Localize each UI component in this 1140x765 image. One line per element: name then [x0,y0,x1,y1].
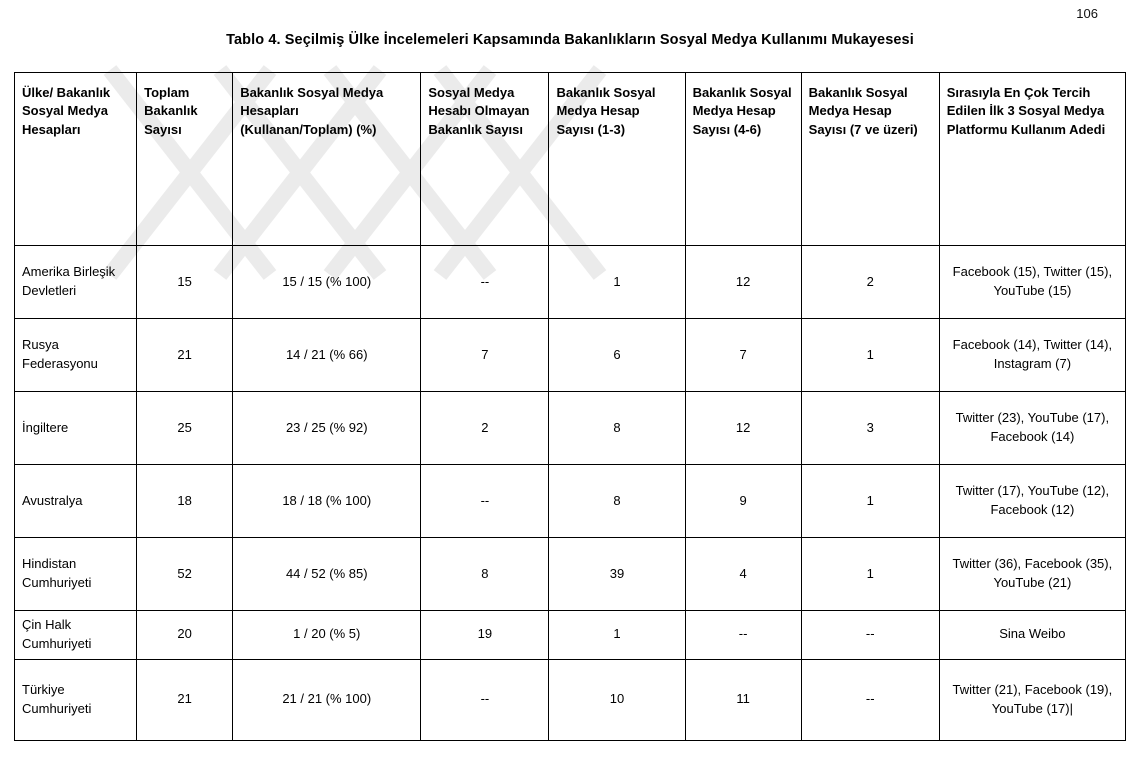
cell-country: Çin Halk Cumhuriyeti [15,611,137,660]
cell-platforms: Twitter (36), Facebook (35), YouTube (21) [939,538,1125,611]
cell-7plus: 1 [801,538,939,611]
table-row [15,319,1126,392]
header-total-ministries: Toplam Bakanlık Sayısı [137,73,233,246]
comparison-table [14,72,1126,741]
cell-no-account: 8 [421,538,549,611]
cell-total: 20 [137,611,233,660]
cell-1-3: 8 [549,392,685,465]
comparison-table-wrapper [14,72,1126,741]
cell-7plus: 1 [801,465,939,538]
cell-7plus: -- [801,611,939,660]
header-top-platforms: Sırasıyla En Çok Tercih Edilen İlk 3 Sosyal Medya Platformu Kullanım Adedi [939,73,1125,246]
cell-ratio: 44 / 52 (% 85) [233,538,421,611]
cell-total: 21 [137,319,233,392]
cell-1-3: 39 [549,538,685,611]
table-row [15,611,1126,660]
cell-platforms: Twitter (23), YouTube (17), Facebook (14) [939,392,1125,465]
cell-7plus: 2 [801,246,939,319]
cell-country: Amerika Birleşik Devletleri [15,246,137,319]
cell-7plus: -- [801,659,939,740]
cell-no-account: -- [421,659,549,740]
cell-no-account: 19 [421,611,549,660]
cell-ratio: 23 / 25 (% 92) [233,392,421,465]
cell-total: 15 [137,246,233,319]
cell-1-3: 1 [549,246,685,319]
cell-total: 18 [137,465,233,538]
cell-total: 25 [137,392,233,465]
cell-platforms: Facebook (14), Twitter (14), Instagram (7) [939,319,1125,392]
cell-7plus: 1 [801,319,939,392]
cell-4-6: -- [685,611,801,660]
cell-7plus: 3 [801,392,939,465]
cell-1-3: 10 [549,659,685,740]
cell-country: Türkiye Cumhuriyeti [15,659,137,740]
table-header-row [15,73,1126,246]
page-number: 106 [1076,6,1098,21]
cell-ratio: 21 / 21 (% 100) [233,659,421,740]
cell-ratio: 1 / 20 (% 5) [233,611,421,660]
table-row [15,392,1126,465]
cell-platforms: Facebook (15), Twitter (15), YouTube (15) [939,246,1125,319]
header-accounts-7plus: Bakanlık Sosyal Medya Hesap Sayısı (7 ve üzeri) [801,73,939,246]
cell-ratio: 14 / 21 (% 66) [233,319,421,392]
cell-total: 21 [137,659,233,740]
cell-4-6: 9 [685,465,801,538]
cell-4-6: 11 [685,659,801,740]
cell-no-account: 7 [421,319,549,392]
cell-4-6: 7 [685,319,801,392]
table-caption: Tablo 4. Seçilmiş Ülke İncelemeleri Kapsamında Bakanlıkların Sosyal Medya Kullanımı Mukayesesi [226,32,914,48]
cell-platforms: Twitter (21), Facebook (19), YouTube (17)| [939,659,1125,740]
cell-no-account: -- [421,246,549,319]
cell-total: 52 [137,538,233,611]
cell-1-3: 6 [549,319,685,392]
cell-country: Avustralya [15,465,137,538]
cell-ratio: 15 / 15 (% 100) [233,246,421,319]
header-no-account-count: Sosyal Medya Hesabı Olmayan Bakanlık Sayısı [421,73,549,246]
cell-platforms: Sina Weibo [939,611,1125,660]
cell-no-account: -- [421,465,549,538]
header-country: Ülke/ Bakanlık Sosyal Medya Hesapları [15,73,137,246]
cell-platforms: Twitter (17), YouTube (12), Facebook (12) [939,465,1125,538]
cell-1-3: 1 [549,611,685,660]
cell-4-6: 4 [685,538,801,611]
cell-country: Rusya Federasyonu [15,319,137,392]
cell-country: Hindistan Cumhuriyeti [15,538,137,611]
table-row [15,659,1126,740]
table-row [15,246,1126,319]
table-row [15,465,1126,538]
cell-ratio: 18 / 18 (% 100) [233,465,421,538]
header-accounts-4-6: Bakanlık Sosyal Medya Hesap Sayısı (4-6) [685,73,801,246]
table-row [15,538,1126,611]
cell-no-account: 2 [421,392,549,465]
cell-country: İngiltere [15,392,137,465]
cell-4-6: 12 [685,246,801,319]
table-body [15,246,1126,741]
cell-4-6: 12 [685,392,801,465]
header-accounts-ratio: Bakanlık Sosyal Medya Hesapları (Kullanan/Toplam) (%) [233,73,421,246]
header-accounts-1-3: Bakanlık Sosyal Medya Hesap Sayısı (1-3) [549,73,685,246]
cell-1-3: 8 [549,465,685,538]
